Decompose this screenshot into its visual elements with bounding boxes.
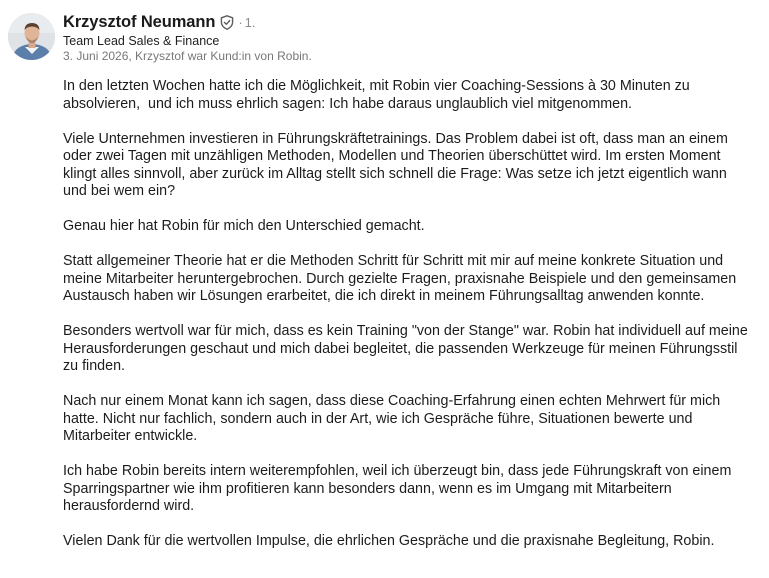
- paragraph: Nach nur einem Monat kann ich sagen, dass diese Coaching-Erfahrung einen echten Mehrwert für mich hatte. Nicht nur fachlich, sondern auch in der Art, wie ich Gespräche führe, Situationen bewerte und Mitarbeiter entwickle.: [63, 393, 725, 444]
- person-avatar-icon: [8, 13, 55, 60]
- recommendation-meta: 3. Juni 2026, Krzysztof war Kund:in von Robin.: [63, 49, 312, 63]
- name-line: [63, 11, 312, 33]
- author-headline: Team Lead Sales & Finance: [63, 34, 220, 48]
- paragraph: Statt allgemeiner Theorie hat er die Methoden Schritt für Schritt mit mir auf meine konkrete Situation und meine Mitarbeiter heruntergebrochen. Durch gezielte Fragen, praxisnahe Beispiele und den gemeinsamen Austausch haben wir Lösungen erarbeitet, die ich direkt in meinem Führungsalltag anwenden konnte.: [63, 253, 740, 304]
- recommendation-text: [63, 78, 753, 568]
- paragraph: Vielen Dank für die wertvollen Impulse, die ehrlichen Gespräche und die praxisnahe Begleitung, Robin.: [63, 533, 715, 549]
- connection-degree: 1.: [244, 14, 256, 30]
- degree-separator: ·: [238, 14, 243, 30]
- paragraph: Viele Unternehmen investieren in Führungskräftetrainings. Das Problem dabei ist oft, dass man an einem oder zwei Tagen mit unzähligen Methoden, Modellen und Theorien überschüttet wird. Im ersten Moment klingt alles sinnvoll, aber zurück im Alltag stellt sich schnell die Frage: Was setze ich jetzt eigentlich wann und bei wem ein?: [63, 130, 732, 199]
- verified-shield-icon: [220, 15, 234, 30]
- paragraph: Genau hier hat Robin für mich den Unterschied gemacht.: [63, 218, 425, 234]
- avatar[interactable]: [8, 13, 55, 60]
- author-header: [63, 11, 312, 64]
- paragraph: In den letzten Wochen hatte ich die Möglichkeit, mit Robin vier Coaching-Sessions à 30 Minuten zu absolvieren, und ich muss ehrlich sagen: Ich habe daraus unglaublich viel mitgenommen.: [63, 78, 694, 112]
- author-name[interactable]: Krzysztof Neumann: [63, 12, 216, 31]
- paragraph: Besonders wertvoll war für mich, dass es kein Training "von der Stange" war. Robin hat individuell auf meine Herausforderungen geschaut und mich dabei begleitet, die passenden Werkzeuge für meinen Führungsstil zu finden.: [63, 323, 752, 374]
- paragraph: Ich habe Robin bereits intern weiterempfohlen, weil ich überzeugt bin, dass jede Führungskraft von einem Sparringspartner wie ihm profitieren kann besonders dann, wenn es im Umgang mit Mitarbeitern herausfordernd wird.: [63, 463, 736, 514]
